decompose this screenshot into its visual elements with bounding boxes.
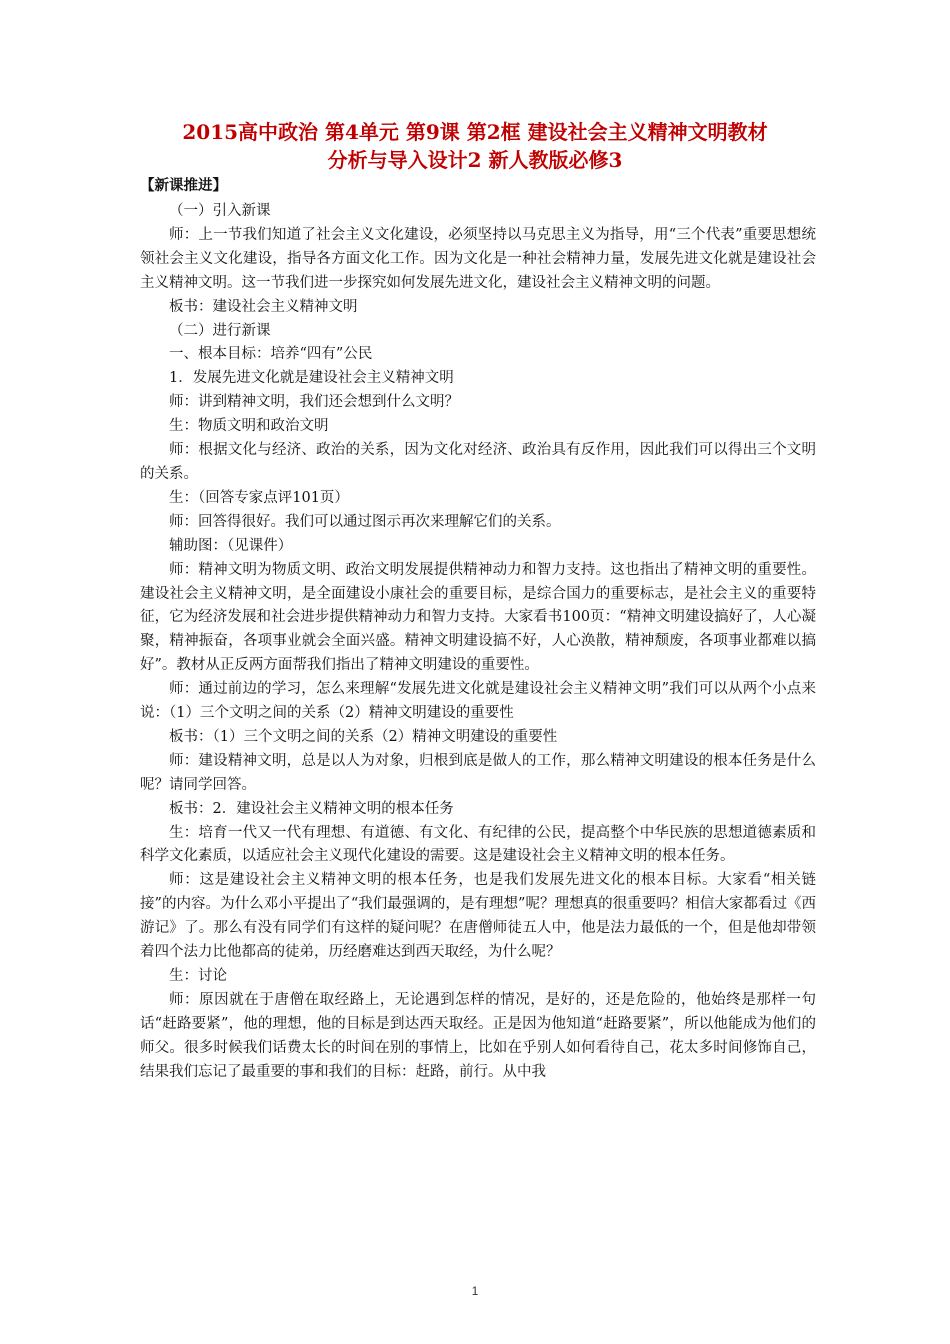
paragraph: 生：物质文明和政治文明 [169, 418, 329, 435]
paragraph: 辅助图：（见课件） [169, 537, 293, 554]
document-body [140, 200, 816, 1085]
title-line-1: 2015高中政治 第4单元 第9课 第2框 建设社会主义精神文明教材 [182, 120, 768, 144]
paragraph: 生：（回答专家点评101页） [169, 489, 349, 506]
paragraph: 师：建设精神文明，总是以人为对象，归根到底是做人的工作，那么精神文明建设的根本任务是什么呢？请同学回答。 [140, 752, 816, 793]
paragraph: 1．发展先进文化就是建设社会主义精神文明 [169, 370, 454, 387]
paragraph: 一、根本目标：培养“四有”公民 [169, 346, 373, 363]
paragraph: 板书：（1）三个文明之间的关系（2）精神文明建设的重要性 [169, 728, 558, 745]
paragraph: 师：通过前边的学习，怎么来理解“发展先进文化就是建设社会主义精神文明”我们可以从两个小点来说：（1）三个文明之间的关系（2）精神文明建设的重要性 [140, 681, 816, 722]
paragraph: 师：精神文明为物质文明、政治文明发展提供精神动力和智力支持。这也指出了精神文明的重要性。建设社会主义精神文明，是全面建设小康社会的重要目标，是综合国力的重要标志，是社会主义的重要特征，它为经济发展和社会进步提供精神动力和智力支持。大家看书100页：“精神文明建设搞好了，人心凝聚，精神振奋，各项事业就会全面兴盛。精神文明建设搞不好，人心涣散，精神颓废，各项事业都难以搞好”。教材从正反两方面帮我们指出了精神文明建设的重要性。 [140, 561, 816, 674]
paragraph: 师：原因就在于唐僧在取经路上，无论遇到怎样的情况，是好的，还是危险的，他始终是那样一句话“赶路要紧”，他的理想，他的目标是到达西天取经。正是因为他知道“赶路要紧”，所以他能成为他们的师父。很多时候我们话费太长的时间在别的事情上，比如在乎别人如何看待自己，花太多时间修饰自己，结果我们忘记了最重要的事和我们的目标：赶路，前行。从中我 [140, 991, 816, 1080]
paragraph: 师：根据文化与经济、政治的关系，因为文化对经济、政治具有反作用，因此我们可以得出三个文明的关系。 [140, 442, 816, 482]
paragraph: （一）引入新课 [169, 203, 271, 219]
paragraph: 师：上一节我们知道了社会主义文化建设，必须坚持以马克思主义为指导，用“三个代表”重要思想统领社会主义文化建设，指导各方面文化工作。因为文化是一种社会精神力量，发展先进文化就是建设社会主义精神文明。这一节我们进一步探究如何发展先进文化，建设社会主义精神文明的问题。 [140, 226, 816, 291]
paragraph: 师：这是建设社会主义精神文明的根本任务，也是我们发展先进文化的根本目标。大家看“相关链接”的内容。为什么邓小平提出了“我们最强调的，是有理想”呢？理想真的很重要吗？相信大家都看过《西游记》了。那么有没有同学们有这样的疑问呢？在唐僧师徒五人中，他是法力最低的一个，但是他却带领着四个法力比他都高的徒弟，历经磨难达到西天取经，为什么呢？ [140, 872, 816, 961]
paragraph: 生：培育一代又一代有理想、有道德、有文化、有纪律的公民，提高整个中华民族的思想道德素质和科学文化素质，以适应社会主义现代化建设的需要。这是建设社会主义精神文明的根本任务。 [140, 824, 816, 865]
paragraph: 板书：2．建设社会主义精神文明的根本任务 [169, 800, 454, 817]
paragraph: 板书：建设社会主义精神文明 [169, 298, 358, 315]
page-number: 1 [471, 1284, 479, 1298]
paragraph: 师：回答得很好。我们可以通过图示再次来理解它们的关系。 [169, 513, 561, 530]
paragraph: （二）进行新课 [169, 322, 271, 339]
paragraph: 师：讲到精神文明，我们还会想到什么文明？ [169, 394, 459, 411]
section-header: 【新课推进】 [140, 177, 227, 194]
document-title [110, 118, 840, 174]
title-line-2: 分析与导入设计2 新人教版必修3 [327, 148, 623, 172]
paragraph: 生：讨论 [169, 968, 227, 984]
